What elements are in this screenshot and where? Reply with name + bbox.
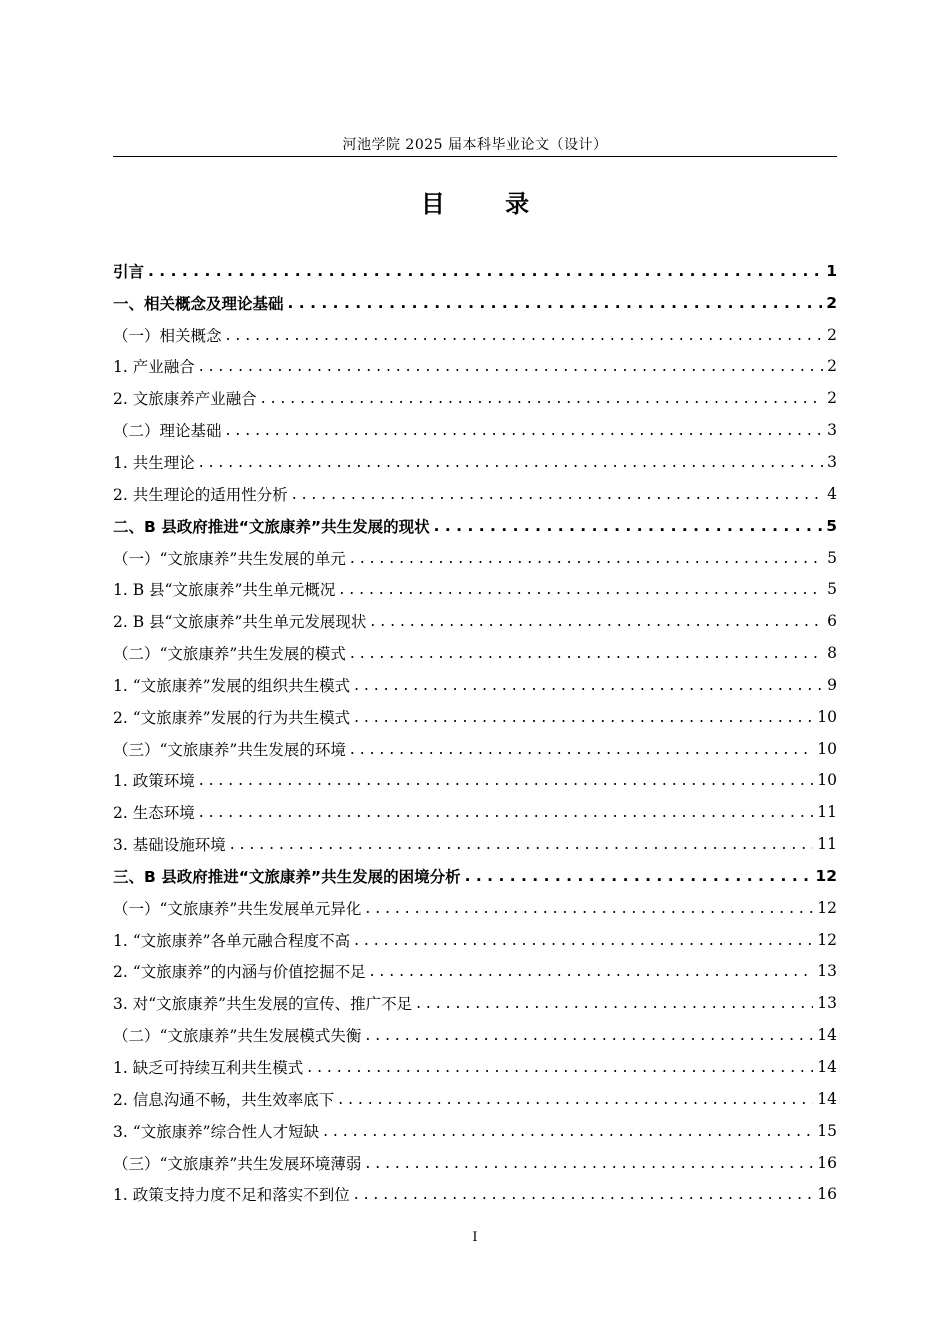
- toc-entry-label: 3. 对“文旅康养”共生发展的宣传、推广不足: [113, 995, 413, 1014]
- toc-dot-leader: [350, 740, 813, 758]
- toc-dot-leader: [434, 517, 823, 535]
- toc-entry[interactable]: [113, 1083, 837, 1115]
- toc-entry-label: 1. B 县“文旅康养”共生单元概况: [113, 581, 336, 600]
- toc-entry-label: 2. 共生理论的适用性分析: [113, 485, 288, 504]
- toc-entry-page: 5: [827, 548, 837, 567]
- toc-entry-label: 1. “文旅康养”各单元融合程度不高: [113, 931, 351, 950]
- toc-entry-label: 2. “文旅康养”发展的行为共生模式: [113, 708, 351, 727]
- toc-entry-label: （二）理论基础: [113, 422, 222, 441]
- toc-entry-page: 10: [817, 707, 837, 726]
- toc-entry-page: 10: [817, 771, 837, 790]
- toc-entry-label: 1. 政策支持力度不足和落实不到位: [113, 1186, 350, 1205]
- toc-dot-leader: [148, 262, 822, 280]
- toc-entry-label: 2. B 县“文旅康养”共生单元发展现状: [113, 613, 367, 632]
- toc-entry[interactable]: [113, 796, 837, 828]
- page-header: [113, 128, 837, 157]
- toc-entry-page: 5: [826, 516, 837, 535]
- toc-entry-page: 12: [817, 898, 837, 917]
- toc-entry[interactable]: [113, 637, 837, 669]
- toc-dot-leader: [365, 1026, 813, 1044]
- toc-entry[interactable]: [113, 924, 837, 956]
- toc-dot-leader: [199, 771, 814, 789]
- toc-entry-label: （一）“文旅康养”共生发展的单元: [113, 549, 346, 568]
- toc-entry-label: （二）“文旅康养”共生发展模式失衡: [113, 1027, 362, 1046]
- toc-dot-leader: [354, 708, 813, 726]
- toc-entry[interactable]: [113, 351, 837, 383]
- toc-entry[interactable]: [113, 319, 837, 351]
- toc-entry-page: 14: [817, 1026, 837, 1045]
- toc-entry-label: 3. 基础设施环境: [113, 836, 226, 855]
- toc-dot-leader: [416, 994, 813, 1012]
- toc-dot-leader: [354, 931, 813, 949]
- header-text: 河池学院 2025 届本科毕业论文（设计）: [342, 137, 608, 153]
- toc-entry-label: 1. “文旅康养”发展的组织共生模式: [113, 676, 351, 695]
- toc-entry-label: 引言: [113, 262, 145, 281]
- toc-entry-label: 2. 生态环境: [113, 804, 195, 823]
- toc-entry[interactable]: [113, 510, 837, 542]
- table-of-contents: [113, 255, 837, 1210]
- toc-entry[interactable]: [113, 255, 837, 287]
- toc-entry-label: 三、B 县政府推进“文旅康养”共生发展的困境分析: [113, 867, 461, 886]
- toc-entry[interactable]: [113, 1115, 837, 1147]
- toc-dot-leader: [199, 357, 823, 375]
- toc-dot-leader: [338, 1090, 813, 1108]
- toc-entry-label: 1. 产业融合: [113, 358, 195, 377]
- toc-dot-leader: [370, 612, 823, 630]
- toc-entry[interactable]: [113, 701, 837, 733]
- toc-entry[interactable]: [113, 605, 837, 637]
- toc-entry-page: 16: [817, 1153, 837, 1172]
- toc-entry[interactable]: [113, 287, 837, 319]
- toc-entry[interactable]: [113, 1178, 837, 1210]
- toc-entry[interactable]: [113, 1051, 837, 1083]
- toc-dot-leader: [230, 835, 814, 853]
- toc-entry-label: 一、相关概念及理论基础: [113, 294, 284, 313]
- toc-entry-page: 13: [817, 994, 837, 1013]
- toc-entry[interactable]: [113, 733, 837, 765]
- toc-entry-page: 16: [817, 1185, 837, 1204]
- toc-entry[interactable]: [113, 382, 837, 414]
- toc-entry-page: 8: [827, 644, 837, 663]
- toc-entry[interactable]: [113, 669, 837, 701]
- toc-dot-leader: [226, 421, 824, 439]
- toc-entry-page: 2: [826, 293, 837, 312]
- toc-entry-page: 13: [817, 962, 837, 981]
- toc-entry-page: 2: [827, 389, 837, 408]
- toc-dot-leader: [370, 962, 814, 980]
- toc-entry[interactable]: [113, 860, 837, 892]
- toc-dot-leader: [339, 580, 823, 598]
- toc-entry-page: 11: [817, 835, 837, 854]
- toc-entry[interactable]: [113, 446, 837, 478]
- toc-dot-leader: [365, 1154, 813, 1172]
- toc-entry[interactable]: [113, 892, 837, 924]
- toc-entry-label: （三）“文旅康养”共生发展的环境: [113, 740, 346, 759]
- toc-entry-label: 二、B 县政府推进“文旅康养”共生发展的现状: [113, 517, 430, 536]
- toc-entry[interactable]: [113, 478, 837, 510]
- toc-entry-label: （二）“文旅康养”共生发展的模式: [113, 645, 346, 664]
- toc-entry-page: 3: [827, 452, 837, 471]
- toc-entry-page: 10: [817, 739, 837, 758]
- toc-entry-page: 11: [817, 803, 837, 822]
- toc-entry[interactable]: [113, 1147, 837, 1179]
- toc-dot-leader: [354, 676, 823, 694]
- toc-entry-label: （一）相关概念: [113, 326, 222, 345]
- toc-entry-page: 15: [817, 1121, 837, 1140]
- toc-dot-leader: [261, 389, 823, 407]
- toc-dot-leader: [226, 326, 824, 344]
- toc-dot-leader: [350, 549, 823, 567]
- toc-entry-label: 2. 文旅康养产业融合: [113, 390, 257, 409]
- toc-entry-page: 14: [817, 1058, 837, 1077]
- toc-entry[interactable]: [113, 1019, 837, 1051]
- page-title: 目 录: [420, 190, 556, 218]
- toc-entry-page: 12: [815, 866, 837, 885]
- toc-entry-page: 3: [827, 421, 837, 440]
- toc-entry[interactable]: [113, 987, 837, 1019]
- toc-entry-page: 2: [827, 357, 837, 376]
- toc-dot-leader: [350, 644, 823, 662]
- toc-dot-leader: [292, 485, 823, 503]
- toc-entry-page: 5: [827, 580, 837, 599]
- toc-dot-leader: [354, 1185, 814, 1203]
- toc-entry[interactable]: [113, 828, 837, 860]
- toc-dot-leader: [199, 803, 814, 821]
- toc-entry-label: 2. “文旅康养”的内涵与价值挖掘不足: [113, 963, 366, 982]
- toc-dot-leader: [323, 1122, 813, 1140]
- toc-entry-label: （一）“文旅康养”共生发展单元异化: [113, 899, 362, 918]
- toc-entry-label: 1. 缺乏可持续互利共生模式: [113, 1059, 304, 1078]
- toc-entry-page: 9: [827, 675, 837, 694]
- toc-entry-page: 14: [817, 1089, 837, 1108]
- toc-entry-page: 12: [817, 930, 837, 949]
- toc-entry-page: 4: [827, 484, 837, 503]
- toc-entry-label: （三）“文旅康养”共生发展环境薄弱: [113, 1154, 362, 1173]
- toc-entry-label: 1. 共生理论: [113, 453, 195, 472]
- toc-entry-page: 6: [827, 612, 837, 631]
- toc-entry-page: 2: [827, 325, 837, 344]
- toc-dot-leader: [465, 867, 812, 885]
- page-number: I: [472, 1230, 478, 1245]
- toc-entry[interactable]: [113, 573, 837, 605]
- toc-entry[interactable]: [113, 542, 837, 574]
- toc-entry[interactable]: [113, 414, 837, 446]
- toc-entry[interactable]: [113, 765, 837, 797]
- toc-entry-page: 1: [826, 261, 837, 280]
- toc-dot-leader: [199, 453, 823, 471]
- toc-entry-label: 3. “文旅康养”综合性人才短缺: [113, 1122, 320, 1141]
- toc-entry-label: 2. 信息沟通不畅，共生效率底下: [113, 1090, 335, 1109]
- toc-dot-leader: [365, 899, 813, 917]
- toc-dot-leader: [307, 1058, 813, 1076]
- toc-dot-leader: [288, 294, 823, 312]
- toc-entry[interactable]: [113, 956, 837, 988]
- toc-entry-label: 1. 政策环境: [113, 772, 195, 791]
